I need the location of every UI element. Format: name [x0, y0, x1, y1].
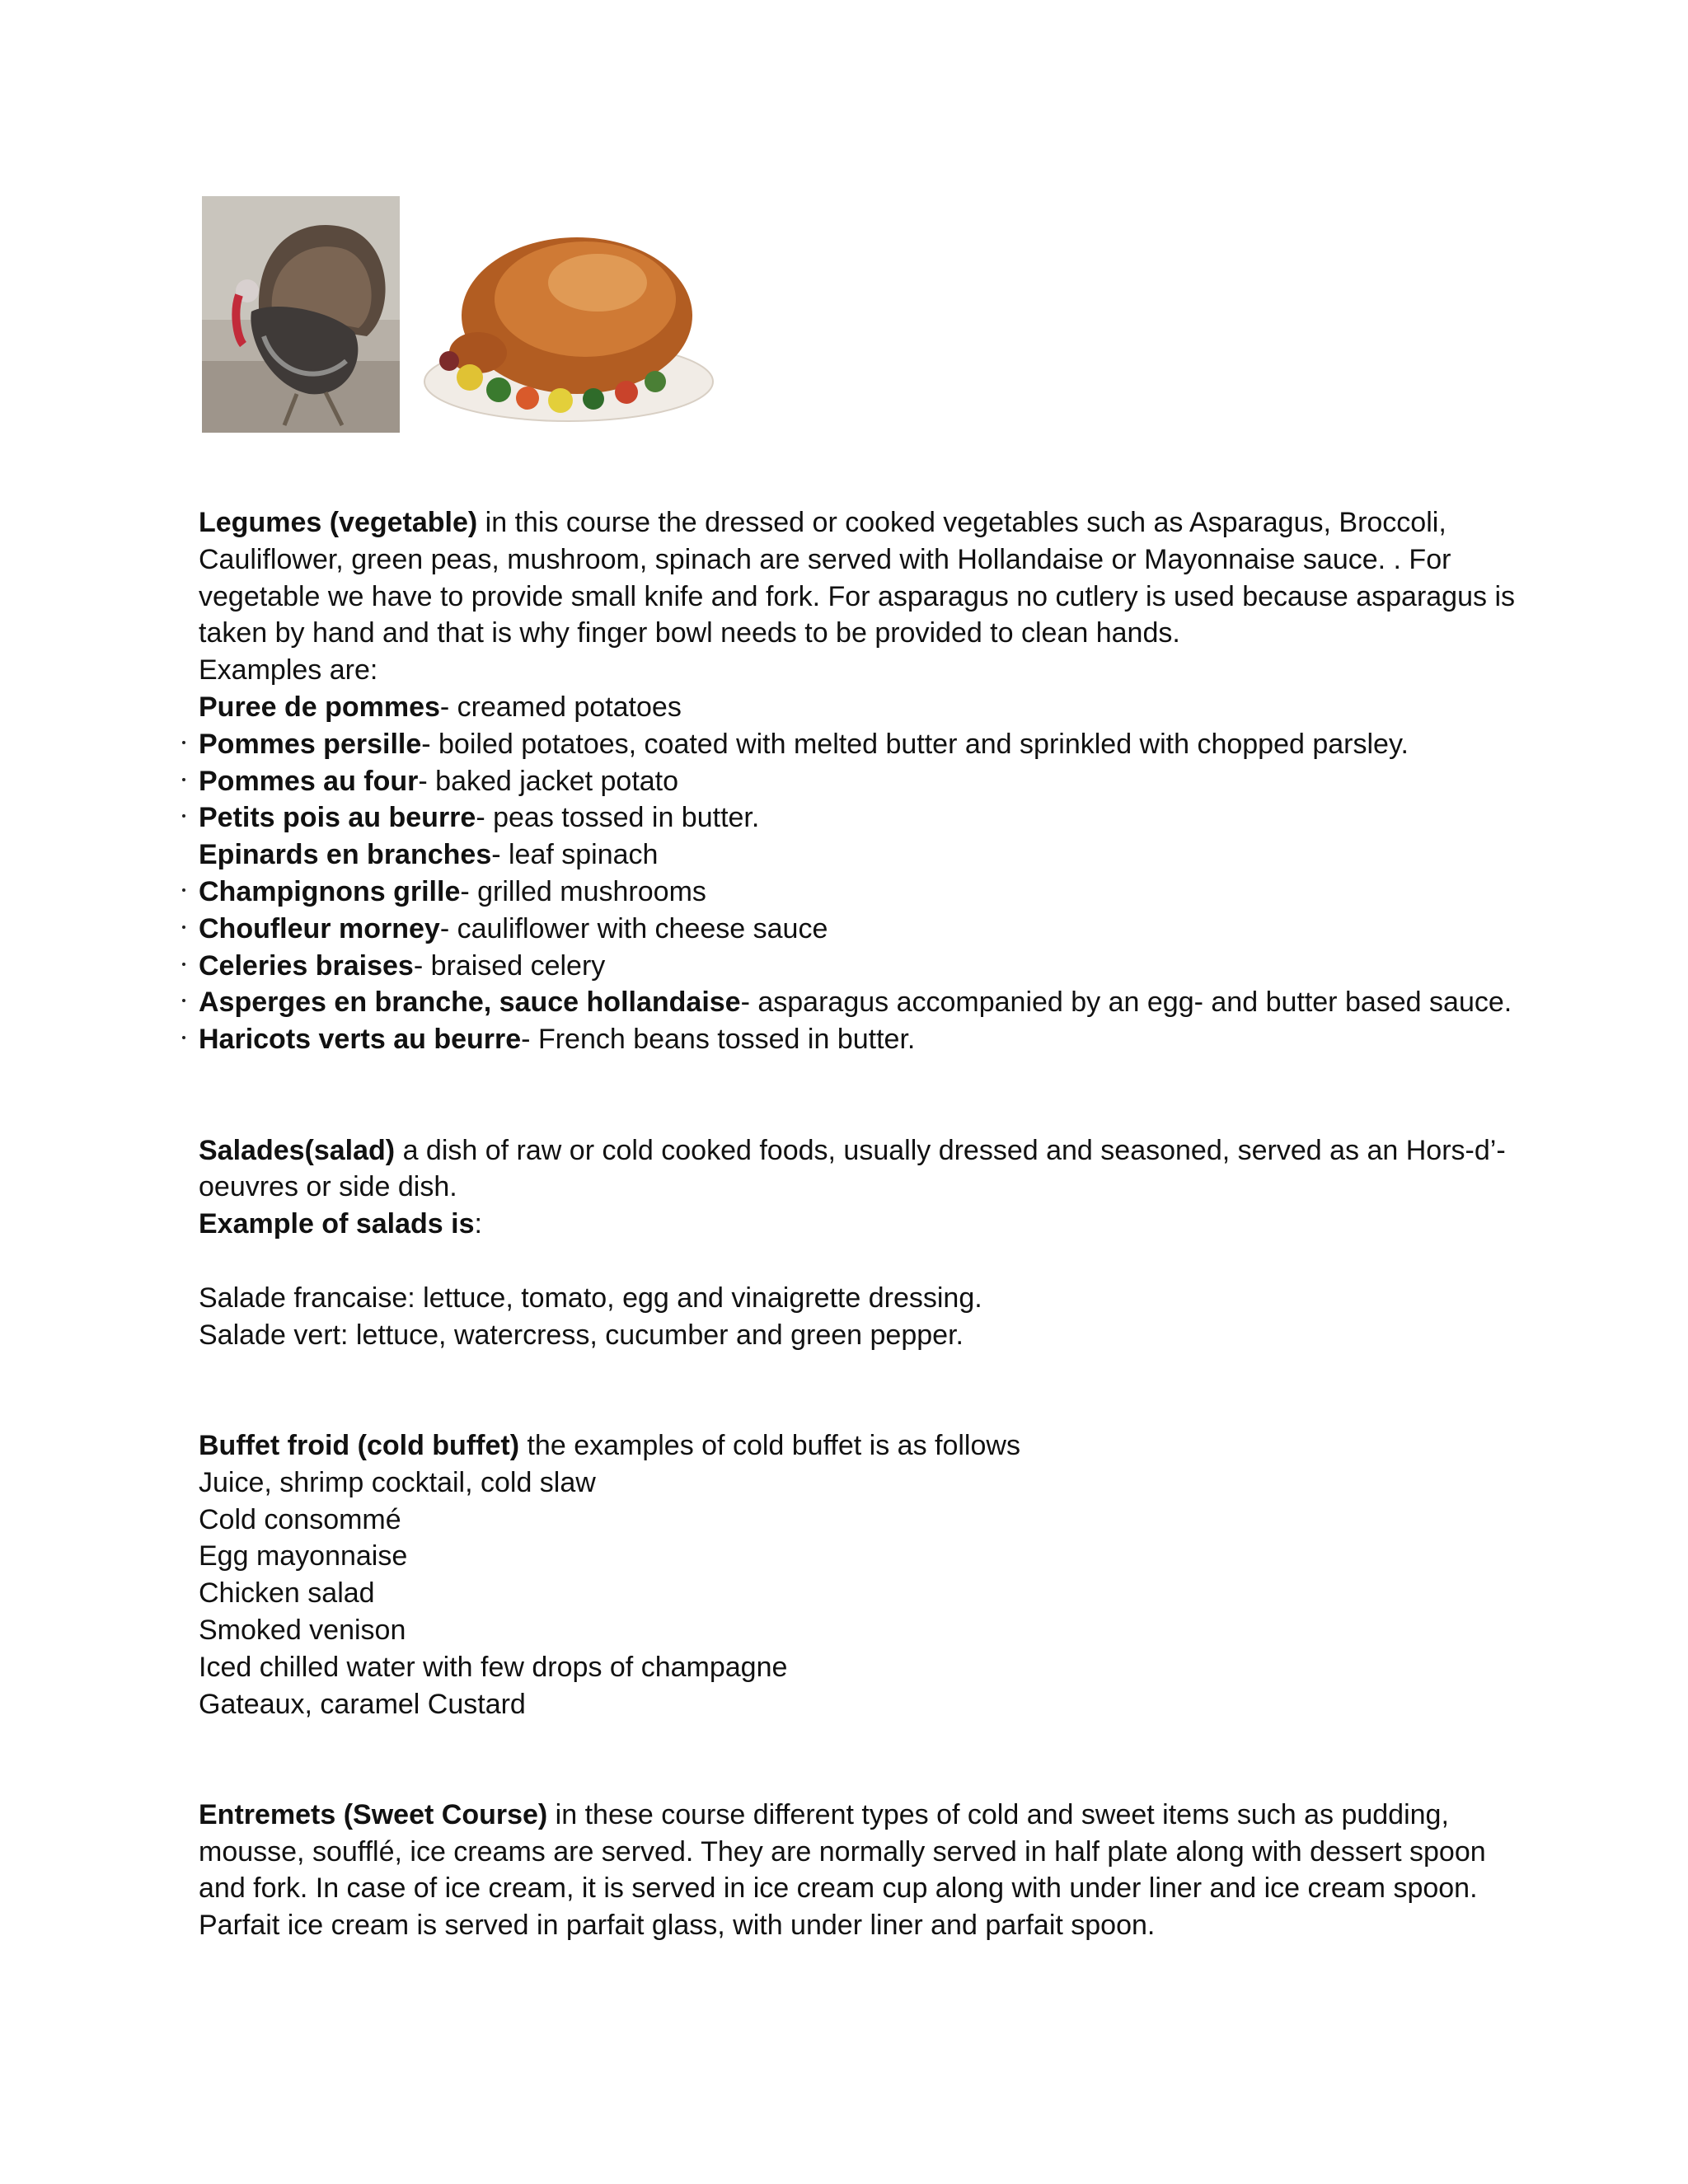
- paragraph-line: [199, 1797, 1501, 1834]
- entremets-intro-text: in these course different types of cold and sweet items such as pudding,: [547, 1798, 1449, 1830]
- dish-description: - asparagus accompanied by an egg- and butter based sauce.: [740, 987, 1512, 1019]
- dish-name: Asperges en branche, sauce hollandaise: [199, 987, 741, 1019]
- spacer: [199, 1353, 1501, 1427]
- salad-item: Salade vert: lettuce, watercress, cucumber and green pepper.: [199, 1319, 964, 1351]
- dish-name: Pommes persille: [199, 728, 422, 760]
- buffet-item: Gateaux, caramel Custard: [199, 1688, 526, 1720]
- bullet-dot: [182, 814, 185, 818]
- buffet-item: Egg mayonnaise: [199, 1540, 408, 1572]
- paragraph-line: [199, 1132, 1506, 1169]
- salad-examples-heading: Example of salads is: [199, 1208, 475, 1240]
- paragraph-line: oeuvres or side dish.: [199, 1171, 457, 1203]
- entremets-section: [199, 1797, 1501, 1944]
- dish-description: - baked jacket potato: [418, 765, 679, 797]
- buffet-item: Chicken salad: [199, 1577, 375, 1610]
- paragraph-line: Parfait ice cream is served in parfait glass, with under liner and parfait spoon.: [199, 1910, 1156, 1942]
- bullet-dot: [182, 963, 185, 966]
- salades-section: [199, 1132, 1506, 1354]
- vegetable-item: [199, 726, 1501, 763]
- dish-description: - creamed potatoes: [439, 691, 682, 723]
- buffet-section: [199, 1427, 1501, 1722]
- vegetable-item: [199, 763, 1501, 800]
- dish-name: Haricots verts au beurre: [199, 1024, 522, 1056]
- vegetable-item: [199, 984, 1512, 1021]
- salades-intro-text: a dish of raw or cold cooked foods, usually dressed and seasoned, served as an Hors-d’-: [395, 1134, 1506, 1166]
- salad-examples-label: [199, 1206, 1501, 1243]
- bullet-dot: [182, 926, 185, 929]
- dish-description: - leaf spinach: [491, 839, 659, 871]
- salades-heading: Salades(salad): [199, 1134, 396, 1166]
- legumes-section: [199, 504, 1516, 1058]
- dish-description: - peas tossed in butter.: [476, 802, 760, 834]
- dish-name: Pommes au four: [199, 765, 419, 797]
- live-turkey-photo: [202, 196, 400, 433]
- entremets-heading: Entremets (Sweet Course): [199, 1798, 548, 1830]
- vegetable-item: [199, 1021, 1501, 1058]
- dish-description: - French beans tossed in butter.: [521, 1024, 916, 1056]
- buffet-item: Smoked venison: [199, 1614, 406, 1646]
- bullet-dot: [182, 778, 185, 781]
- spacer: [199, 1058, 1501, 1132]
- legumes-heading: Legumes (vegetable): [199, 507, 478, 538]
- document-body: [199, 504, 1516, 1944]
- bullet-dot: [182, 1036, 185, 1039]
- buffet-item: Cold consommé: [199, 1503, 401, 1535]
- salad-item: Salade francaise: lettuce, tomato, egg and vinaigrette dressing.: [199, 1282, 982, 1314]
- paragraph-line: [199, 504, 1501, 541]
- examples-label: Examples are:: [199, 654, 378, 687]
- vegetable-item: [199, 689, 1501, 726]
- legumes-intro-text: in this course the dressed or cooked vegetables such as Asparagus, Broccoli,: [477, 507, 1447, 538]
- paragraph-line: mousse, soufflé, ice creams are served. They are normally served in half plate along with dessert spoon: [199, 1835, 1486, 1868]
- dish-description: - braised celery: [413, 949, 606, 982]
- dish-name: Celeries braises: [199, 949, 414, 982]
- spacer: [199, 1722, 1501, 1797]
- vegetable-item: [199, 837, 1501, 874]
- paragraph-line: vegetable we have to provide small knife and fork. For asparagus no cutlery is used because asparagus is: [199, 580, 1516, 612]
- bullet-dot: [182, 888, 185, 892]
- buffet-item: Iced chilled water with few drops of champagne: [199, 1651, 788, 1683]
- roast-turkey-photo: [420, 213, 717, 427]
- paragraph-line: [199, 1427, 1501, 1465]
- dish-name: Choufleur morney: [199, 912, 440, 944]
- dish-name: Epinards en branches: [199, 839, 492, 871]
- dish-name: Champignons grille: [199, 875, 461, 907]
- vegetable-item: [199, 799, 1501, 837]
- dish-description: - grilled mushrooms: [460, 875, 706, 907]
- paragraph-line: taken by hand and that is why finger bowl needs to be provided to clean hands.: [199, 617, 1180, 649]
- vegetable-item: [199, 911, 1501, 948]
- vegetable-item: [199, 874, 1501, 911]
- colon: :: [474, 1208, 482, 1240]
- dish-name: Petits pois au beurre: [199, 802, 476, 834]
- buffet-item: Juice, shrimp cocktail, cold slaw: [199, 1466, 596, 1498]
- vegetable-item: [199, 948, 1501, 985]
- dish-name: Puree de pommes: [199, 691, 440, 723]
- dish-description: - boiled potatoes, coated with melted butter and sprinkled with chopped parsley.: [421, 728, 1409, 760]
- paragraph-line: Cauliflower, green peas, mushroom, spinach are served with Hollandaise or Mayonnaise sauce. . For: [199, 543, 1451, 575]
- buffet-heading: Buffet froid (cold buffet): [199, 1429, 520, 1461]
- dish-description: - cauliflower with cheese sauce: [439, 912, 828, 944]
- bullet-dot: [182, 741, 185, 744]
- paragraph-line: and fork. In case of ice cream, it is served in ice cream cup along with under liner and ice cream spoon.: [199, 1872, 1478, 1905]
- buffet-intro-text: the examples of cold buffet is as follows: [519, 1429, 1020, 1461]
- spacer: [199, 1243, 1501, 1280]
- bullet-dot: [182, 999, 185, 1002]
